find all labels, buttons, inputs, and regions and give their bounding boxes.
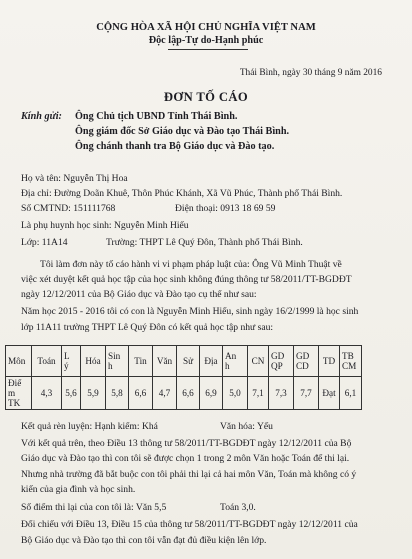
academic-result: Văn hóa: Yếu [220,421,273,432]
table-cell: 7,7 [294,377,319,410]
table-header-cell: Sử [177,346,200,377]
table-cell: 6,6 [129,377,153,410]
table-header-row [6,346,362,377]
conduct-result: Kết quả rèn luyện: Hạnh kiểm: Khá [21,421,158,432]
table-header-cell: GD CD [294,346,319,377]
table-header-cell: An h [223,346,248,377]
table-cell: 5,9 [81,377,106,410]
table-header-cell: Môn [6,346,32,377]
document-title: ĐƠN TỐ CÁO [163,90,249,104]
info-phone: Điện thoại: 0913 18 69 59 [175,203,276,214]
table-cell: 4,7 [153,377,177,410]
table-cell: 7,1 [248,377,269,410]
paragraph-line: Bộ Giáo dục và Đào tạo thì con tôi vẫn đạt đủ điều kiện lên lớp. [21,535,267,546]
table-cell: Đạt [319,377,340,410]
info-address: Địa chỉ: Đường Doãn Khuê, Thôn Phúc Khánh, Xã Vũ Phúc, Thành phố Thái Bình. [21,188,343,199]
table-header-cell: Hóa [81,346,106,377]
retake-math-score: Toán 3,0. [220,502,256,513]
table-cell: 7,3 [269,377,294,410]
table-header-cell: Toán [32,346,62,377]
document-date: Thái Bình, ngày 30 tháng 9 năm 2016 [239,68,382,78]
paragraph-line: Giáo dục và Đào tạo thì con tôi sẽ được chọn 1 trong 2 môn Văn hoặc Toán để thi lại. [21,453,350,464]
table-cell: 6,9 [200,377,223,410]
table-row-label: Điể m TK [6,377,32,410]
paragraph-line: ngày 12/12/2011 của Bộ Giáo dục và Đào tạo cụ thể như sau: [21,289,257,300]
table-header-cell: Sin h [106,346,129,377]
table-cell: 5,8 [106,377,129,410]
table-header-cell: TD [319,346,340,377]
table-cell: 6,6 [177,377,200,410]
table-header-cell: Tin [129,346,153,377]
paragraph-line: Tôi làm đơn này tố cáo hành vi vi phạm pháp luật của: Ông Vũ Minh Thuật về [40,259,342,270]
table-cell: 5,0 [223,377,248,410]
national-motto: Độc lập-Tự do-Hạnh phúc [148,35,264,46]
paragraph-line: Với kết quả trên, theo Điều 13 thông tư 58/2011/TT-BGDĐT ngày 12/12/2011 của Bộ [21,438,352,449]
table-header-cell: Địa [200,346,223,377]
grades-table [5,345,362,410]
paragraph-line: Nhưng nhà trường đã bắt buộc con tôi phải thi lại cả hai môn Văn, Toán mà không có ý [21,469,357,480]
paragraph-line: Đối chiếu với Điều 13, Điều 15 của thông tư 58/2011/TT-BGDĐT ngày 12/12/2011 của [21,519,358,530]
national-header: CỘNG HÒA XÃ HỘI CHỦ NGHĨA VIỆT NAM [96,22,316,33]
info-school: Trường: THPT Lê Quý Đôn, Thành phố Thái Bình. [106,237,303,248]
info-id-number: Số CMTND: 151111768 [21,203,116,214]
table-header-cell: Văn [153,346,177,377]
table-row [6,377,362,410]
table-header-cell: GD QP [269,346,294,377]
paragraph-line: việc xét duyệt kết quả học tập của học sinh không đúng thông tư 58/2011/TT-BGDĐT [21,274,352,285]
info-parent-of: Là phụ huynh học sinh: Nguyễn Minh Hiếu [21,220,189,231]
retake-scores: Số điểm thi lại của con tôi là: Văn 5,5 [21,502,167,513]
info-class: Lớp: 11A14 [21,237,68,248]
table-cell: 5,6 [62,377,81,410]
recipient-2: Ông giám đốc Sở Giáo dục và Đào tạo Thái Bình. [75,126,290,137]
info-name: Họ và tên: Nguyễn Thị Hoa [21,173,128,184]
table-header-cell: L ý [62,346,81,377]
motto-underline [168,49,248,50]
paragraph-line: lớp 11A11 trường THPT Lê Quý Đôn có kết quả học tập như sau: [21,322,274,333]
paragraph-line: Năm học 2015 - 2016 tôi có con là Nguyễn Minh Hiếu, sinh ngày 16/2/1999 là học sinh [21,306,359,317]
table-header-cell: CN [248,346,269,377]
table-header-cell: TB CM [340,346,362,377]
table-cell: 4,3 [32,377,62,410]
table-cell: 6,1 [340,377,362,410]
recipient-label: Kính gửi: [21,111,62,122]
paragraph-line: kiến của gia đình và học sinh. [21,484,136,495]
recipient-3: Ông chánh thanh tra Bộ Giáo dục và Đào tạo. [75,141,275,152]
recipient-1: Ông Chủ tịch UBND Tỉnh Thái Bình. [75,111,238,122]
